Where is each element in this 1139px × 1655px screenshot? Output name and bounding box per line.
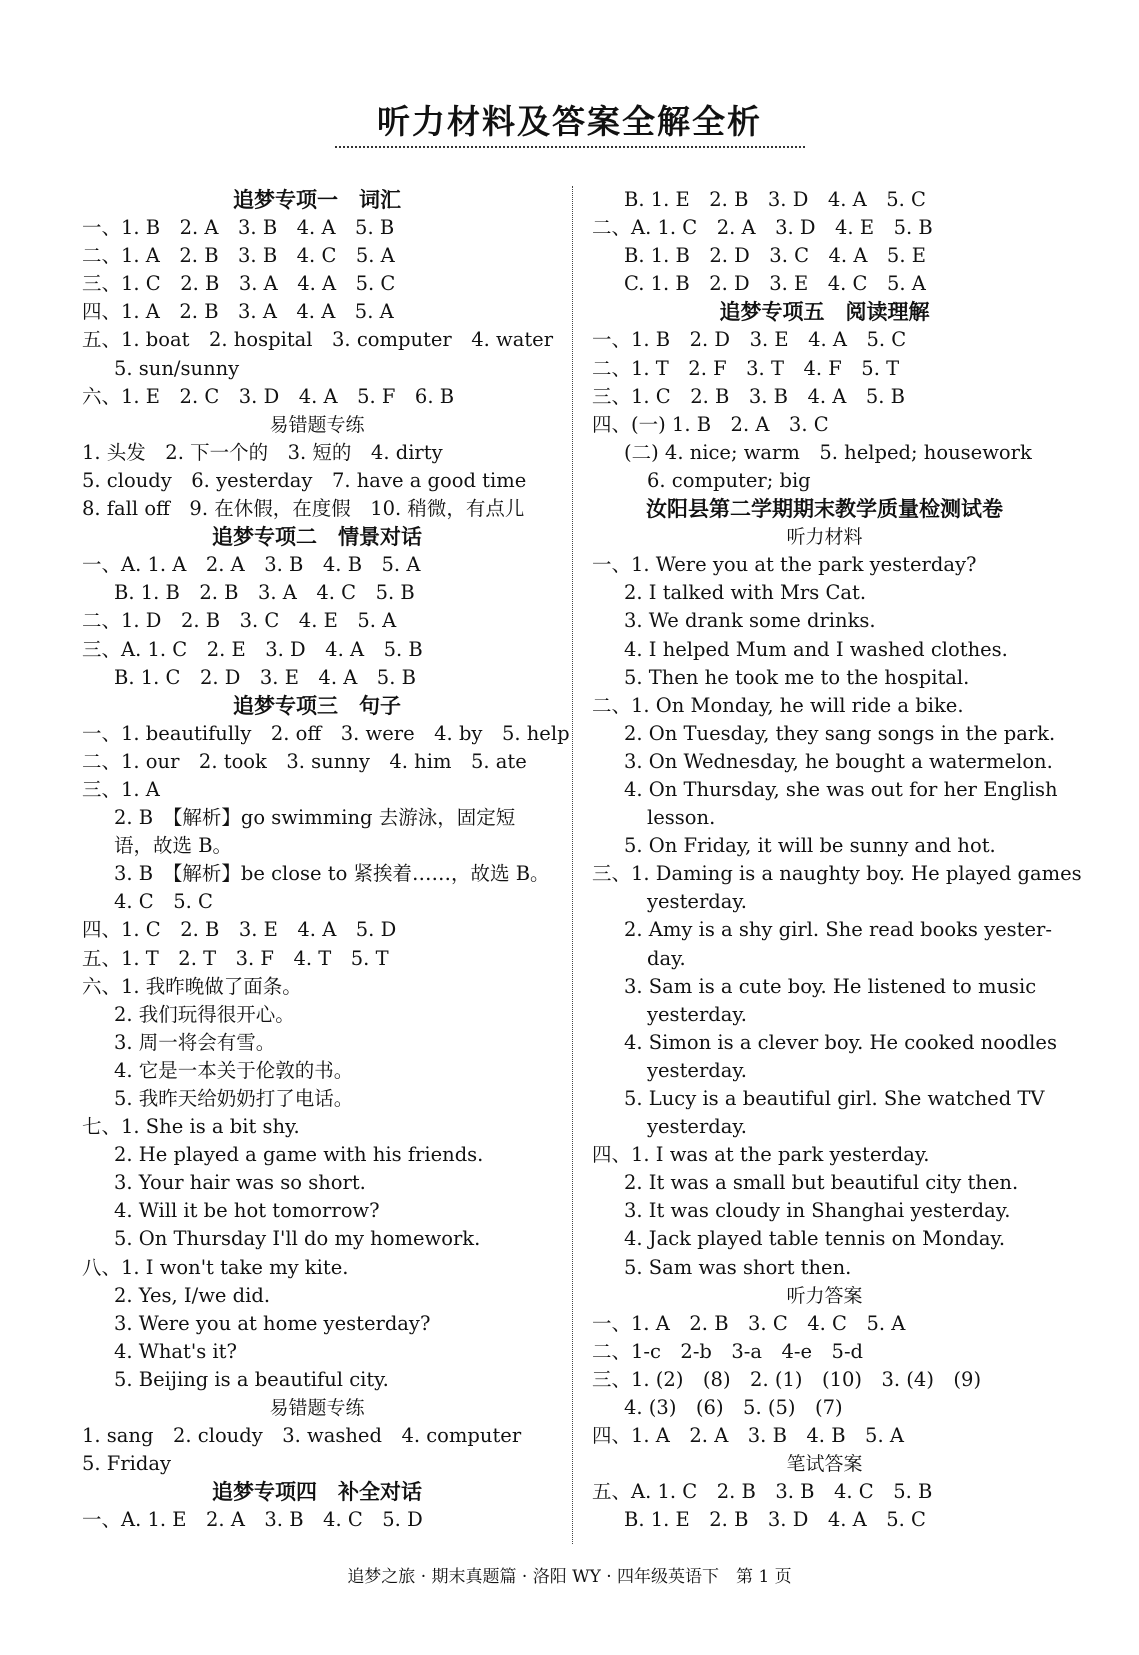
- page-title: 听力材料及答案全解全析: [377, 102, 762, 141]
- answer-line: lesson.: [647, 806, 716, 830]
- answer-line: 3. It was cloudy in Shanghai yesterday.: [624, 1199, 1011, 1223]
- answer-line: B. 1. E 2. B 3. D 4. A 5. C: [624, 188, 926, 211]
- answer-line: 四、1. A 2. A 3. B 4. B 5. A: [592, 1424, 904, 1448]
- answer-line: yesterday.: [647, 1002, 747, 1026]
- answer-line: 七、1. She is a bit shy.: [82, 1115, 300, 1139]
- answer-line: 六、1. E 2. C 3. D 4. A 5. F 6. B: [82, 384, 455, 408]
- answer-line: 2. It was a small but beautiful city then.: [624, 1171, 1019, 1195]
- answer-line: 5. 我昨天给奶奶打了电话。: [114, 1087, 354, 1110]
- answer-line: 3. We drank some drinks.: [624, 609, 876, 633]
- answer-line: 4. Will it be hot tomorrow?: [114, 1199, 380, 1223]
- answer-line: 五、A. 1. C 2. B 3. B 4. C 5. B: [592, 1480, 933, 1504]
- answer-line: 二、1. T 2. F 3. T 4. F 5. T: [592, 356, 900, 380]
- answer-line: 三、1. Daming is a naughty boy. He played games: [592, 862, 1082, 886]
- answer-line: 4. On Thursday, she was out for her English: [624, 777, 1058, 801]
- answer-line: 三、A. 1. C 2. E 3. D 4. A 5. B: [82, 637, 423, 661]
- answer-line: 2. I talked with Mrs Cat.: [624, 581, 867, 605]
- answer-line: C. 1. B 2. D 3. E 4. C 5. A: [624, 272, 926, 296]
- answer-line: 5. cloudy 6. yesterday 7. have a good time: [82, 468, 527, 492]
- section-heading: 追梦专项三 句子: [233, 692, 401, 718]
- answer-line: 二、1-c 2-b 3-a 4-e 5-d: [592, 1339, 864, 1363]
- answer-line: 四、1. I was at the park yesterday.: [592, 1143, 930, 1167]
- answer-line: 五、1. T 2. T 3. F 4. T 5. T: [82, 946, 389, 970]
- answer-line: day.: [647, 946, 686, 970]
- answer-line: 3. 周一将会有雪。: [114, 1030, 276, 1054]
- answer-line: 4. Jack played table tennis on Monday.: [624, 1227, 1006, 1251]
- answer-line: 三、1. C 2. B 3. A 4. A 5. C: [82, 272, 396, 296]
- answer-line: 2. On Tuesday, they sang songs in the park.: [624, 721, 1056, 745]
- answer-line: 1. sang 2. cloudy 3. washed 4. computer: [82, 1424, 522, 1448]
- right-column: [592, 186, 1082, 1535]
- subsection-heading: 听力答案: [786, 1284, 863, 1307]
- answer-line: B. 1. B 2. D 3. C 4. A 5. E: [624, 244, 926, 268]
- left-column: [82, 186, 570, 1535]
- answer-line: 八、1. I won't take my kite.: [82, 1255, 349, 1279]
- answer-line: 二、A. 1. C 2. A 3. D 4. E 5. B: [592, 216, 933, 240]
- answer-line: yesterday.: [647, 1058, 747, 1082]
- answer-line: 二、1. D 2. B 3. C 4. E 5. A: [82, 609, 397, 633]
- subsection-heading: 笔试答案: [786, 1453, 863, 1476]
- answer-line: 3. On Wednesday, he bought a watermelon.: [624, 749, 1053, 773]
- answer-line: yesterday.: [647, 1115, 747, 1139]
- answer-line: 一、1. Were you at the park yesterday?: [592, 553, 977, 577]
- answer-line: 一、1. B 2. D 3. E 4. A 5. C: [592, 328, 907, 352]
- subsection-heading: 听力材料: [786, 526, 863, 549]
- answer-line: 2. He played a game with his friends.: [114, 1143, 484, 1167]
- answer-line: 二、1. our 2. took 3. sunny 4. him 5. ate: [82, 749, 527, 773]
- answer-line: 4. I helped Mum and I washed clothes.: [624, 637, 1008, 661]
- answer-line: B. 1. E 2. B 3. D 4. A 5. C: [624, 1508, 926, 1532]
- answer-line: 2. B 【解析】go swimming 去游泳，固定短: [114, 806, 516, 830]
- answer-line: 4. What's it?: [114, 1339, 237, 1363]
- answer-line: 三、1. (2) (8) 2. (1) (10) 3. (4) (9): [592, 1367, 982, 1391]
- answer-line: 2. 我们玩得很开心。: [114, 1002, 295, 1026]
- answer-line: 5. On Friday, it will be sunny and hot.: [624, 834, 996, 858]
- answer-line: B. 1. C 2. D 3. E 4. A 5. B: [114, 665, 416, 689]
- answer-line: 二、1. On Monday, he will ride a bike.: [592, 693, 964, 717]
- answer-line: 六、1. 我昨晚做了面条。: [82, 974, 302, 998]
- answer-line: 一、1. A 2. B 3. C 4. C 5. A: [592, 1311, 906, 1335]
- subsection-heading: 易错题专练: [269, 413, 365, 436]
- answer-line: 5. Sam was short then.: [624, 1255, 852, 1279]
- answer-line: 3. Were you at home yesterday?: [114, 1311, 431, 1335]
- answer-line: 五、1. boat 2. hospital 3. computer 4. water: [82, 328, 554, 352]
- answer-line: 5. Friday: [82, 1452, 172, 1476]
- answer-line: 四、(一) 1. B 2. A 3. C: [592, 412, 829, 436]
- answer-line: 5. Lucy is a beautiful girl. She watched TV: [624, 1087, 1045, 1110]
- answer-line: 四、1. A 2. B 3. A 4. A 5. A: [82, 300, 394, 324]
- answer-line: 3. Sam is a cute boy. He listened to music: [624, 974, 1037, 998]
- answer-line: 一、A. 1. A 2. A 3. B 4. B 5. A: [82, 553, 421, 577]
- answer-line: 1. 头发 2. 下一个的 3. 短的 4. dirty: [82, 440, 443, 464]
- answer-line: 4. Simon is a clever boy. He cooked noodles: [624, 1030, 1057, 1054]
- answer-line: 一、A. 1. E 2. A 3. B 4. C 5. D: [82, 1508, 423, 1532]
- section-heading: 追梦专项二 情景对话: [212, 524, 422, 550]
- title-underline: [335, 146, 805, 148]
- answer-line: 5. On Thursday I'll do my homework.: [114, 1227, 481, 1251]
- answer-line: B. 1. B 2. B 3. A 4. C 5. B: [114, 581, 415, 605]
- answer-line: 2. Yes, I/we did.: [114, 1283, 271, 1307]
- page-footer: 追梦之旅 · 期末真题篇 · 洛阳 WY · 四年级英语下 第 1 页: [347, 1567, 792, 1587]
- answer-line: 2. Amy is a shy girl. She read books yester-: [624, 918, 1052, 942]
- answer-line: 3. Your hair was so short.: [114, 1171, 366, 1195]
- answer-line: (二) 4. nice; warm 5. helped; housework: [624, 440, 1032, 464]
- answer-line: 三、1. A: [82, 777, 160, 801]
- section-heading: 追梦专项四 补全对话: [212, 1479, 422, 1505]
- section-heading: 追梦专项五 阅读理解: [719, 299, 930, 325]
- answer-line: 4. C 5. C: [114, 890, 213, 914]
- answer-line: 一、1. beautifully 2. off 3. were 4. by 5. help: [82, 721, 570, 745]
- answer-line: 三、1. C 2. B 3. B 4. A 5. B: [592, 384, 906, 408]
- answer-line: 5. Beijing is a beautiful city.: [114, 1367, 389, 1391]
- section-heading: 追梦专项一 词汇: [233, 187, 401, 212]
- answer-line: 一、1. B 2. A 3. B 4. A 5. B: [82, 216, 395, 240]
- answer-line: 四、1. C 2. B 3. E 4. A 5. D: [82, 918, 397, 942]
- answer-line: 4. (3) (6) 5. (5) (7): [624, 1396, 843, 1420]
- answer-line: yesterday.: [647, 890, 747, 914]
- section-heading: 汝阳县第二学期期末教学质量检测试卷: [646, 496, 1003, 522]
- answer-line: 4. 它是一本关于伦敦的书。: [114, 1058, 354, 1082]
- answer-line: 8. fall off 9. 在休假，在度假 10. 稍微，有点儿: [82, 497, 525, 521]
- answer-line: 3. B 【解析】be close to 紧挨着……，故选 B。: [114, 862, 550, 886]
- answer-line: 6. computer; big: [647, 468, 811, 492]
- column-divider: [572, 186, 573, 1544]
- answer-line: 语，故选 B。: [114, 834, 233, 858]
- answer-line: 二、1. A 2. B 3. B 4. C 5. A: [82, 244, 395, 268]
- subsection-heading: 易错题专练: [269, 1397, 365, 1420]
- answer-line: 5. sun/sunny: [114, 356, 240, 380]
- answer-line: 5. Then he took me to the hospital.: [624, 665, 970, 689]
